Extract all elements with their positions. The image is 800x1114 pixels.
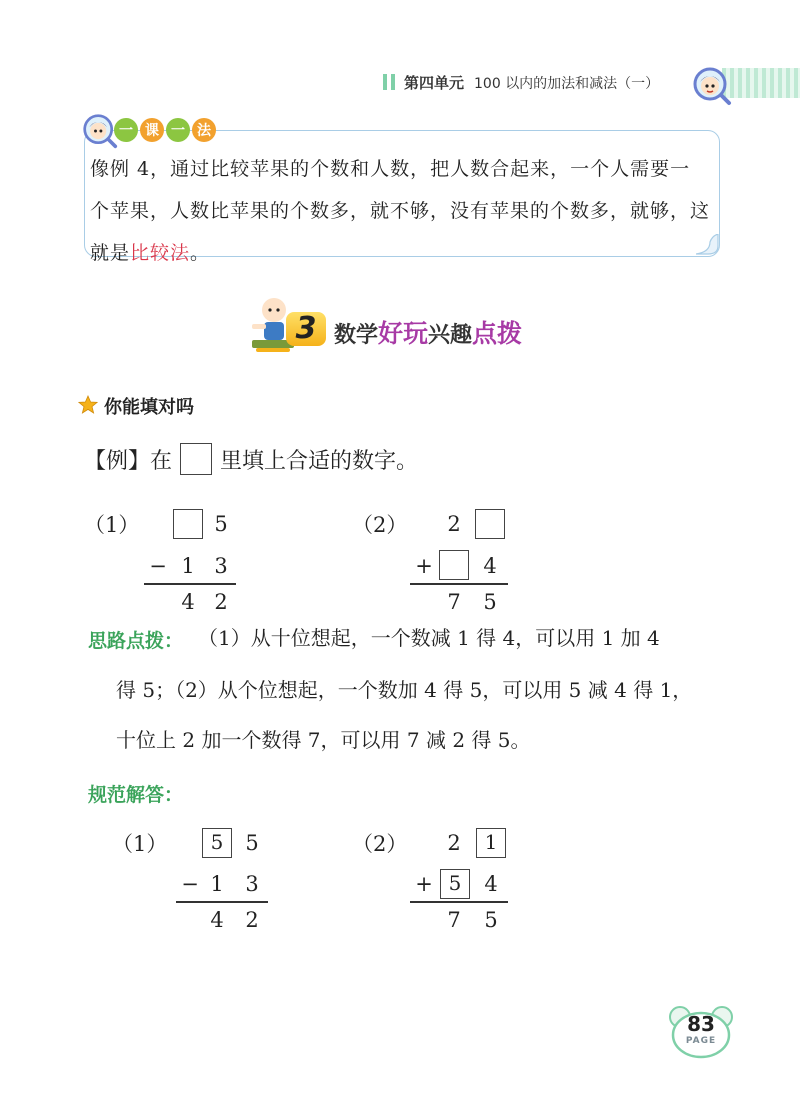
- sum-line: [144, 583, 236, 585]
- digit: 5: [214, 512, 228, 536]
- blank-box: [180, 443, 212, 475]
- blank-box: [475, 509, 505, 539]
- method-tip-text: [90, 148, 710, 274]
- blank-box: [439, 550, 469, 580]
- problem-label: （2）: [352, 513, 408, 537]
- digit: 4: [181, 590, 195, 614]
- answer-box: 1: [476, 828, 506, 858]
- page-number: 83: [687, 1012, 715, 1036]
- digit: 7: [447, 590, 461, 614]
- title-part: 数学: [334, 323, 379, 348]
- subheading: 你能填对吗: [104, 397, 194, 418]
- example-prefix: 【例】在: [84, 448, 173, 474]
- answer-heading: 规范解答：: [88, 784, 184, 806]
- title-part: 点拨: [472, 319, 523, 348]
- section-title: [334, 314, 522, 350]
- answer-box: 5: [440, 869, 470, 899]
- section-number: 3: [286, 312, 326, 346]
- page-word: PAGE: [685, 1036, 717, 1046]
- title-part: 好玩: [378, 319, 429, 348]
- running-header: [404, 72, 659, 93]
- operator: +: [415, 872, 433, 896]
- operator: −: [181, 872, 199, 896]
- digit: 5: [245, 831, 259, 855]
- tag-char: 法: [192, 118, 216, 142]
- digit: 7: [447, 908, 461, 932]
- tag-char: 课: [140, 118, 164, 142]
- digit: 2: [245, 908, 259, 932]
- digit: 1: [181, 554, 195, 578]
- answer-box: 5: [202, 828, 232, 858]
- sum-line: [176, 901, 268, 903]
- operator: +: [415, 554, 433, 578]
- sum-line: [410, 901, 508, 903]
- page-curl-icon: [696, 234, 720, 256]
- example-prompt: [84, 443, 418, 475]
- magnifier-mascot-icon: [692, 66, 732, 106]
- unit-topic: 100 以内的加法和减法（一）: [474, 76, 660, 92]
- title-part: 兴趣: [428, 323, 473, 348]
- tag-char: 一: [114, 118, 138, 142]
- problem-label: （1）: [112, 832, 168, 856]
- sum-line: [410, 583, 508, 585]
- digit: 1: [210, 872, 224, 896]
- digit: 2: [214, 590, 228, 614]
- digit: 2: [447, 512, 461, 536]
- digit: 3: [214, 554, 228, 578]
- hint-line-3: 十位上 2 加一个数得 7，可以用 7 减 2 得 5。: [116, 728, 531, 752]
- problem-label: （1）: [84, 513, 140, 537]
- operator: −: [149, 554, 167, 578]
- digit: 5: [484, 908, 498, 932]
- digit: 4: [484, 872, 498, 896]
- blank-box: [173, 509, 203, 539]
- digit: 4: [483, 554, 497, 578]
- header-strip: [722, 68, 800, 98]
- method-tag: [114, 118, 216, 142]
- unit-label: 第四单元: [404, 74, 465, 92]
- header-accent-bars: [383, 74, 397, 90]
- star-icon: [78, 395, 98, 415]
- problem-label: （2）: [352, 832, 408, 856]
- tip-text-body: 像例 4，通过比较苹果的个数和人数，把人数合起来，一个人需要一个苹果，人数比苹果的个数多，就不够，没有苹果的个数多，就够，这就是: [90, 158, 711, 264]
- tag-char: 一: [166, 118, 190, 142]
- hint-heading: 思路点拨：: [88, 630, 184, 652]
- tip-text-end: 。: [190, 242, 211, 264]
- magnifier-mascot-icon: [82, 113, 118, 149]
- example-suffix: 里填上合适的数字。: [220, 448, 419, 474]
- digit: 4: [210, 908, 224, 932]
- tip-highlight: 比较法: [130, 242, 191, 264]
- digit: 2: [447, 831, 461, 855]
- digit: 5: [483, 590, 497, 614]
- digit: 3: [245, 872, 259, 896]
- hint-line-1: （1）从十位想起，一个数减 1 得 4，可以用 1 加 4: [198, 626, 660, 650]
- hint-line-2: 得 5；（2）从个位想起，一个数加 4 得 5，可以用 5 减 4 得 1，: [116, 678, 693, 702]
